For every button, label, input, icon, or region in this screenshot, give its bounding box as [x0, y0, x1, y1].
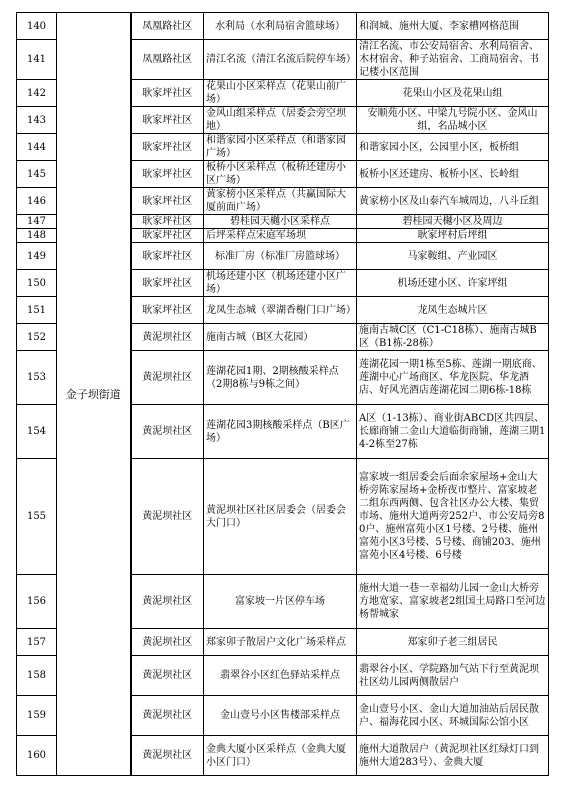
- sampling-location: 莲湖花园1期、2期核酸采样点（2期8栋与9栋之间）: [204, 351, 357, 405]
- sampling-location: 碧桂园天樾小区采样点: [204, 215, 357, 229]
- community-name: 黄泥坝社区: [131, 405, 204, 459]
- community-name: 耿家坪社区: [131, 134, 204, 161]
- row-number: 159: [17, 696, 57, 736]
- sampling-location: 金山壹号小区售楼部采样点: [204, 696, 357, 736]
- community-name: 耿家坪社区: [131, 243, 204, 270]
- community-name: 黄泥坝社区: [131, 656, 204, 696]
- coverage-range: 板桥小区还建房、板桥小区、长岭组: [357, 161, 549, 188]
- row-number: 149: [17, 243, 57, 270]
- coverage-range: 施州大道散居户（黄泥坝社区红绿灯口到施州大道283号）、金典大厦: [357, 736, 549, 776]
- coverage-range: 清江名流、市公安局宿舍、水利局宿舍、木材宿舍、种子站宿舍、工商局宿舍、书记楼小区范围: [357, 40, 549, 80]
- community-name: 耿家坪社区: [131, 297, 204, 324]
- coverage-range: 施州大道一巷一幸福幼儿园一金山大桥旁方地宽家、富家坡老2组国土局路口至河边杨帮城家: [357, 575, 549, 629]
- sampling-location: 黄泥坝社区社区居委会（居委会大门口）: [204, 459, 357, 575]
- community-name: 黄泥坝社区: [131, 629, 204, 656]
- community-name: 黄泥坝社区: [131, 575, 204, 629]
- sampling-location: 水利局（水利局宿舍篮球场）: [204, 13, 357, 40]
- table-row: [17, 13, 549, 40]
- sampling-location: 清江名流（清江名流后院停车场）: [204, 40, 357, 80]
- coverage-range: 和润城、施州大厦、李家槽网格范围: [357, 13, 549, 40]
- street-name: 金子坝街道: [57, 13, 131, 776]
- sampling-sites-table: [16, 12, 549, 776]
- coverage-range: 机场还建小区、许家坪组: [357, 270, 549, 297]
- sampling-location: 翡翠谷小区红色驿站采样点: [204, 656, 357, 696]
- sampling-location: 施南古城（B区大花园）: [204, 324, 357, 351]
- community-name: 耿家坪社区: [131, 229, 204, 243]
- row-number: 140: [17, 13, 57, 40]
- community-name: 耿家坪社区: [131, 270, 204, 297]
- sampling-location: 金风山组采样点（居委会旁空坝地）: [204, 107, 357, 134]
- sampling-location: 板桥小区采样点（板桥还建房小区广场）: [204, 161, 357, 188]
- sampling-location: 郑家卯子散居户文化广场采样点: [204, 629, 357, 656]
- community-name: 黄泥坝社区: [131, 324, 204, 351]
- table-body: [17, 13, 549, 776]
- coverage-range: 马家鞍组、产业园区: [357, 243, 549, 270]
- sampling-location: 和谐家园小区采样点（和谐家园广场）: [204, 134, 357, 161]
- coverage-range: 富家坡一组居委会后面余家屋场+金山大桥旁陈家屋场+金桥夜市整片、富家坡老二组东西两侧、包含社区办公大楼、集贸市场、施州大道两旁252户、市公安局旁80户、施州富苑小区1号楼、2号楼、施州富苑小区3号楼、5号楼、商铺203、施州富苑小区4号楼、6号楼: [357, 459, 549, 575]
- community-name: 耿家坪社区: [131, 80, 204, 107]
- community-name: 黄泥坝社区: [131, 736, 204, 776]
- row-number: 142: [17, 80, 57, 107]
- row-number: 158: [17, 656, 57, 696]
- coverage-range: 黄家榜小区及山泰汽车城周边，八斗丘组: [357, 188, 549, 215]
- row-number: 157: [17, 629, 57, 656]
- row-number: 144: [17, 134, 57, 161]
- community-name: 耿家坪社区: [131, 161, 204, 188]
- row-number: 146: [17, 188, 57, 215]
- sampling-location: 后坪采样点宋庭军场坝: [204, 229, 357, 243]
- coverage-range: 莲湖花园一期1栋至5栋、莲湖一期底商、莲湖中心广场商区、华龙医院、华龙酒店、好风光酒店莲湖花园二期6栋-18栋: [357, 351, 549, 405]
- row-number: 152: [17, 324, 57, 351]
- row-number: 143: [17, 107, 57, 134]
- sampling-location: 机场还建小区（机场还建小区广场）: [204, 270, 357, 297]
- coverage-range: 郑家卯子老三组居民: [357, 629, 549, 656]
- sampling-location: 金典大厦小区采样点（金典大厦小区门口）: [204, 736, 357, 776]
- community-name: 耿家坪社区: [131, 188, 204, 215]
- coverage-range: 龙凤生态城片区: [357, 297, 549, 324]
- row-number: 153: [17, 351, 57, 405]
- sampling-location: 黄家榜小区采样点（共赢国际大厦前面广场）: [204, 188, 357, 215]
- coverage-range: 和谐家园小区，公园里小区，板桥组: [357, 134, 549, 161]
- sampling-location: 花果山小区采样点（花果山前广场）: [204, 80, 357, 107]
- community-name: 耿家坪社区: [131, 107, 204, 134]
- community-name: 耿家坪社区: [131, 215, 204, 229]
- coverage-range: 金山壹号小区、金山大道加油站后居民散户、福海花园小区、环城国际公馆小区: [357, 696, 549, 736]
- coverage-range: 花果山小区及花果山组: [357, 80, 549, 107]
- coverage-range: 安顺苑小区、中梁九号院小区、金风山组，名品城小区: [357, 107, 549, 134]
- row-number: 156: [17, 575, 57, 629]
- community-name: 黄泥坝社区: [131, 459, 204, 575]
- coverage-range: A区（1-13栋）、商业街ABCD区共四层、长廊商铺二金山大道临街商铺，莲湖三期14-2栋至27栋: [357, 405, 549, 459]
- row-number: 151: [17, 297, 57, 324]
- row-number: 141: [17, 40, 57, 80]
- row-number: 150: [17, 270, 57, 297]
- sampling-location: 富家坡一片区停车场: [204, 575, 357, 629]
- community-name: 凤凰路社区: [131, 13, 204, 40]
- coverage-range: 施南古城C区（C1-C18栋）、施南古城B区（B1栋-28栋）: [357, 324, 549, 351]
- coverage-range: 翡翠谷小区、学院路加气站下行至黄泥坝社区幼儿园两侧散居户: [357, 656, 549, 696]
- row-number: 145: [17, 161, 57, 188]
- row-number: 147: [17, 215, 57, 229]
- community-name: 黄泥坝社区: [131, 696, 204, 736]
- row-number: 148: [17, 229, 57, 243]
- row-number: 154: [17, 405, 57, 459]
- sampling-location: 龙凤生态城（翠湖香榭门口广场）: [204, 297, 357, 324]
- coverage-range: 碧桂园天樾小区及周边: [357, 215, 549, 229]
- sampling-location: 莲湖花园3期核酸采样点（B区广场）: [204, 405, 357, 459]
- row-number: 155: [17, 459, 57, 575]
- community-name: 凤凰路社区: [131, 40, 204, 80]
- coverage-range: 耿家坪村后坪组: [357, 229, 549, 243]
- sampling-location: 标准厂房（标准厂房篮球场）: [204, 243, 357, 270]
- community-name: 黄泥坝社区: [131, 351, 204, 405]
- row-number: 160: [17, 736, 57, 776]
